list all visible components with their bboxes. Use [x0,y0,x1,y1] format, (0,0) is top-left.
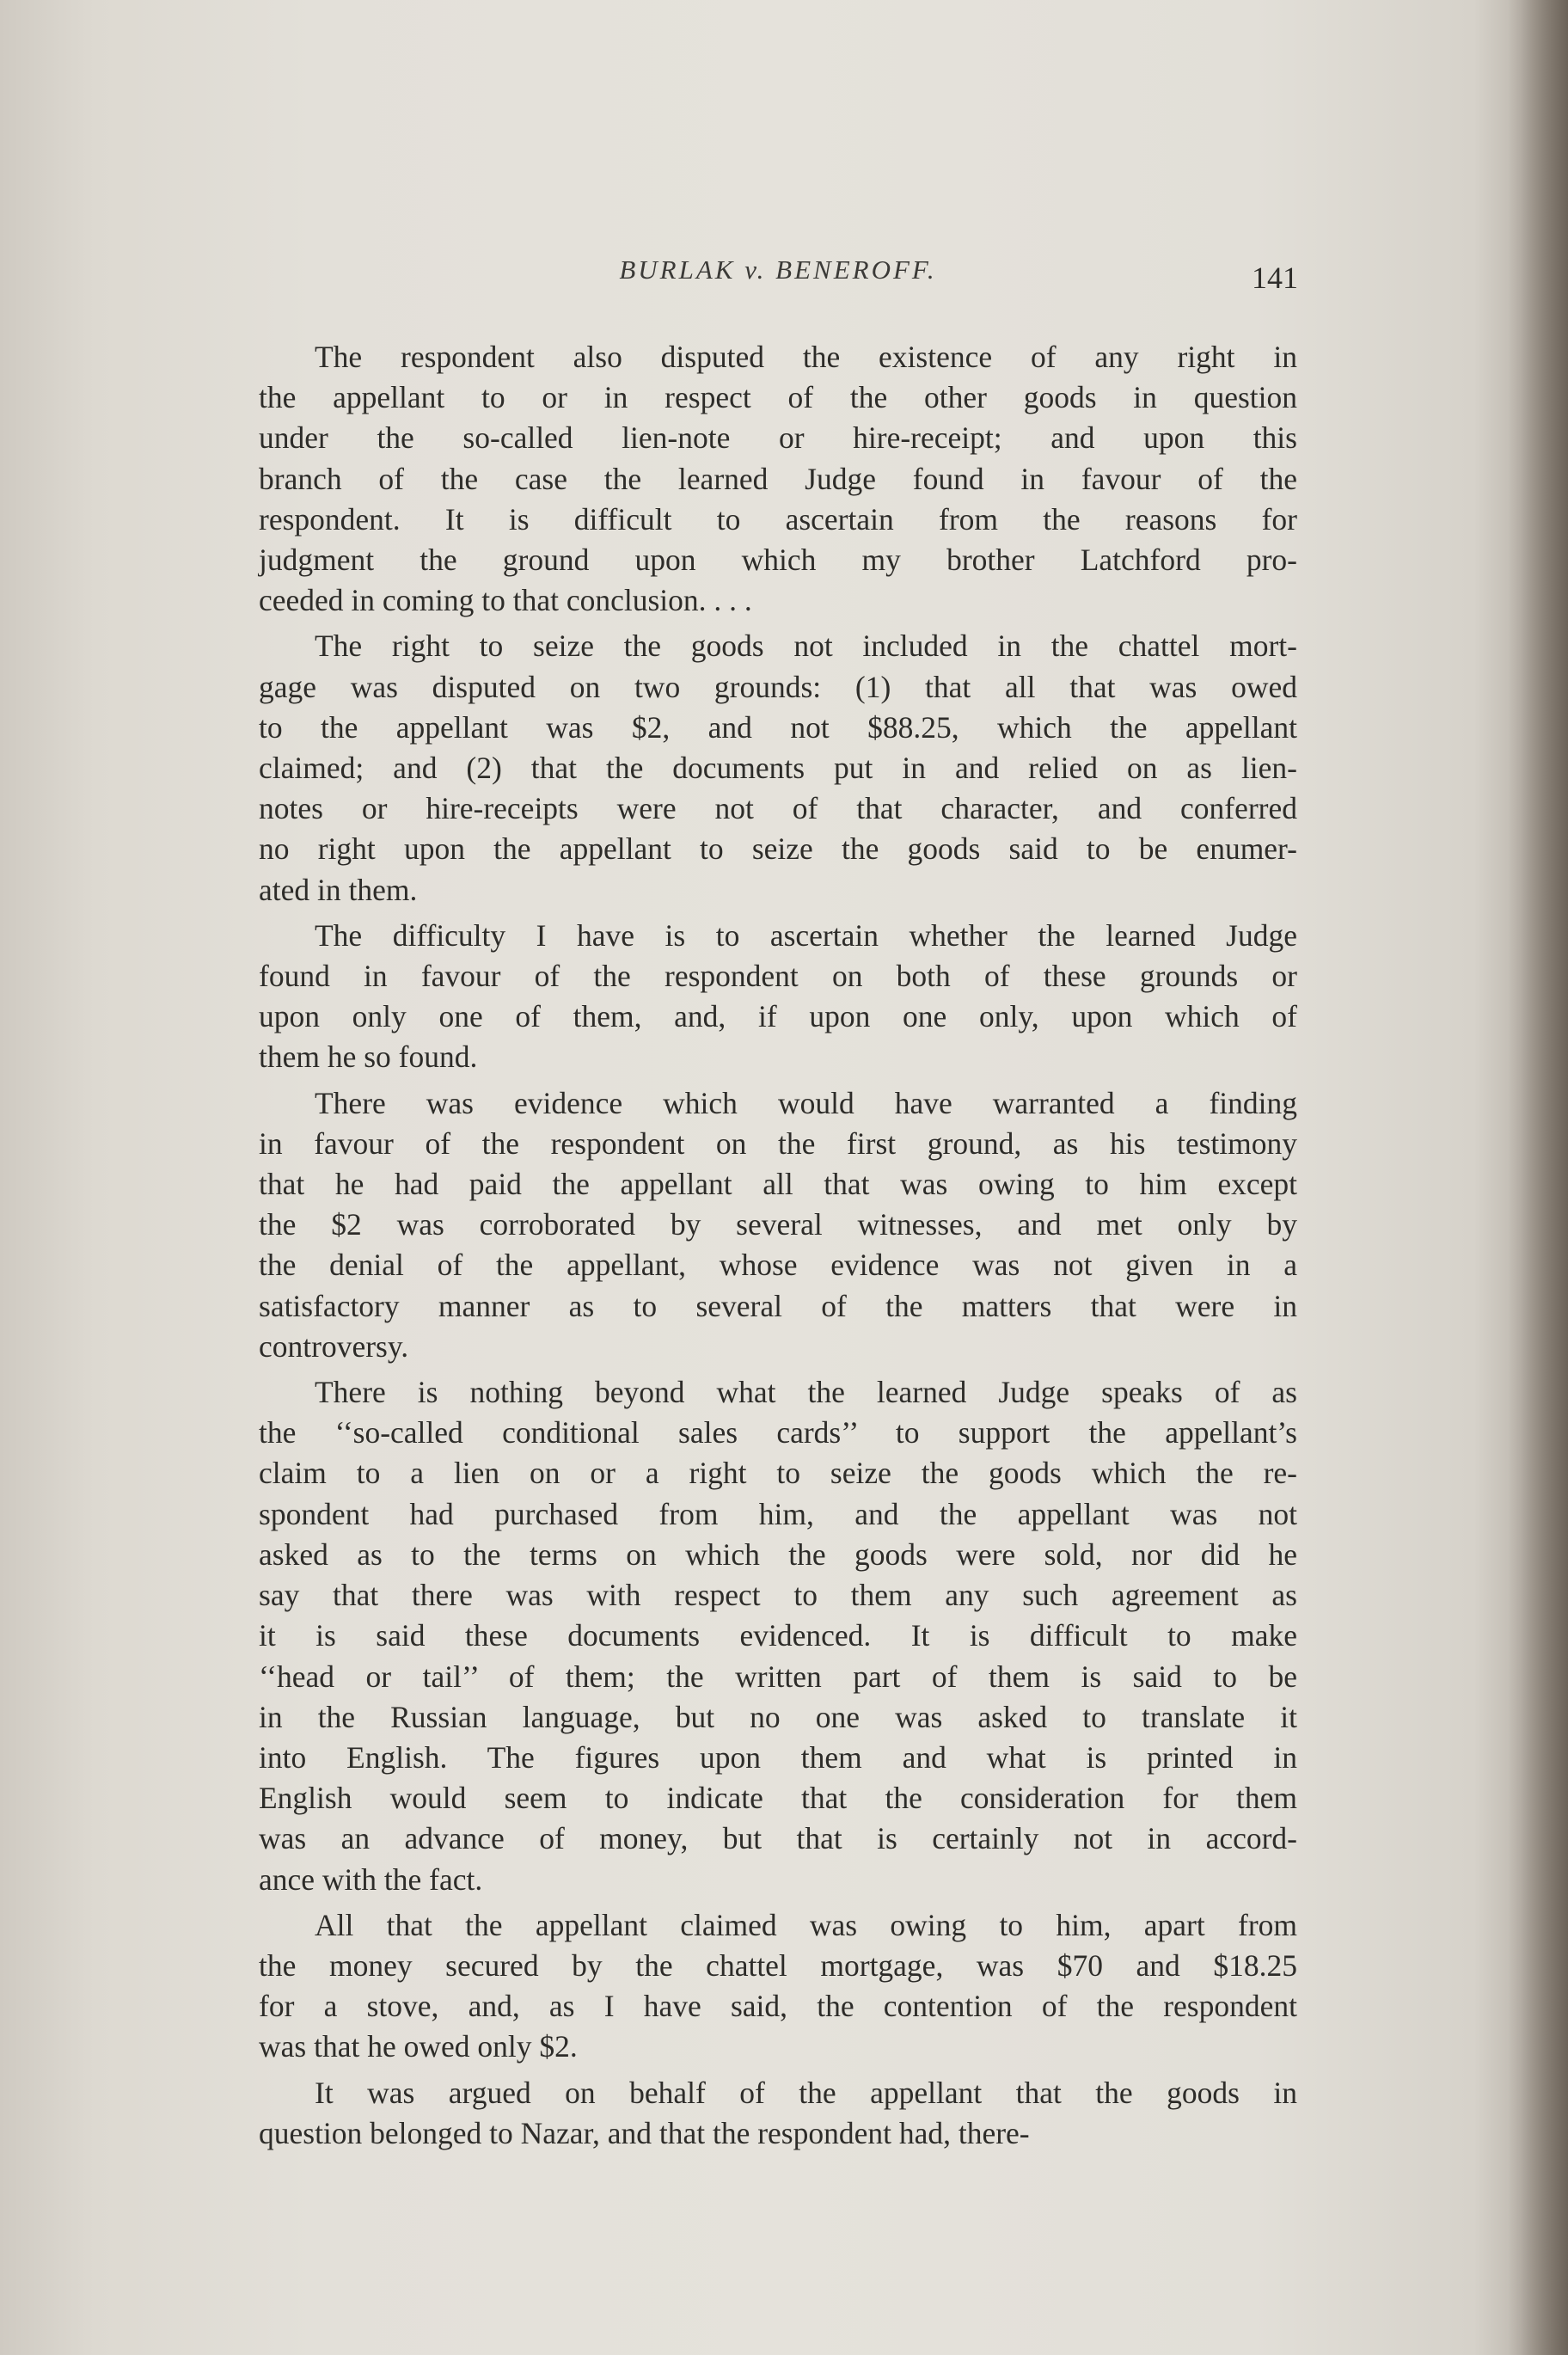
text-line: was an advance of money, but that is certainly not in accord- [259,1821,1297,1856]
text-line: into English. The figures upon them and what is printed in [259,1739,1297,1775]
text-line: question belonged to Nazar, and that the respondent had, there- [259,2115,1030,2150]
page-number: 141 [1252,261,1298,295]
text-line: The respondent also disputed the existence of any right in [315,340,1297,374]
paragraph [259,1905,1297,2068]
text-line: ated in them. [259,872,418,907]
text-line: the $2 was corroborated by several witnesses, and met only by [259,1207,1297,1242]
page-header [258,248,1298,299]
text-line: controversy. [259,1328,409,1364]
text-line: no right upon the appellant to seize the goods said to be enumer- [259,831,1297,867]
text-line: judgment the ground upon which my brother Latchford pro- [259,543,1297,578]
text-line: There was evidence which would have warranted a finding [315,1085,1297,1120]
paragraph [259,2073,1297,2154]
text-line: ance with the fact. [259,1861,483,1897]
text-line: ‘‘head or tail’’ of them; the written part of them is said to be [259,1659,1297,1694]
text-line: to the appellant was $2, and not $88.25, which the appellant [259,709,1297,745]
text-line: gage was disputed on two grounds: (1) that all that was owed [259,669,1297,704]
text-line: them he so found. [259,1040,478,1075]
text-line: The right to seize the goods not included in the chattel mort- [315,629,1297,664]
text-line: English would seem to indicate that the consideration for them [259,1781,1297,1816]
text-line: in the Russian language, but no one was asked to translate it [259,1699,1297,1734]
text-line: upon only one of them, and, if upon one only, upon which of [259,999,1297,1034]
body-text [259,337,1297,2154]
text-line: the appellant to or in respect of the other goods in question [259,380,1297,415]
text-line: say that there was with respect to them any such agreement as [259,1578,1297,1613]
paragraph [259,337,1297,621]
text-line: that he had paid the appellant all that was owing to him except [259,1167,1297,1202]
text-line: was that he owed only $2. [259,2029,578,2064]
text-line: the ‘‘so-called conditional sales cards’’ to support the appellant’s [259,1415,1297,1450]
paragraph [259,916,1297,1078]
paragraph [259,1083,1297,1367]
text-line: The difficulty I have is to ascertain whether the learned Judge [315,917,1297,953]
text-line: ceeded in coming to that conclusion. . . . [259,583,752,618]
text-line: the denial of the appellant, whose evidence was not given in a [259,1248,1297,1283]
text-line: claimed; and (2) that the documents put in and relied on as lien- [259,751,1297,786]
text-line: spondent had purchased from him, and the appellant was not [259,1496,1297,1531]
text-line: All that the appellant claimed was owing to him, apart from [315,1907,1297,1942]
text-line: claim to a lien on or a right to seize the goods which the re- [259,1456,1297,1491]
text-line: It was argued on behalf of the appellant that the goods in [315,2075,1297,2110]
page-gutter-shadow [1508,0,1568,2355]
text-line: notes or hire-receipts were not of that character, and conferred [259,791,1297,826]
text-line: under the so-called lien-note or hire-receipt; and upon this [259,420,1297,456]
running-head: BURLAK v. BENEROFF. [619,255,937,285]
text-line: There is nothing beyond what the learned Judge speaks of as [315,1375,1297,1410]
text-line: asked as to the terms on which the goods were sold, nor did he [259,1536,1297,1572]
text-line: in favour of the respondent on the first ground, as his testimony [259,1125,1297,1161]
paragraph [259,626,1297,910]
text-line: respondent. It is difficult to ascertain from the reasons for [259,501,1297,537]
text-line: it is said these documents evidenced. It is difficult to make [259,1618,1297,1653]
text-line: satisfactory manner as to several of the matters that were in [259,1288,1297,1323]
text-line: the money secured by the chattel mortgage, was $70 and $18.25 [259,1947,1297,1983]
paragraph [259,1372,1297,1900]
text-line: found in favour of the respondent on both of these grounds or [259,959,1297,994]
text-line: branch of the case the learned Judge found in favour of the [259,461,1297,496]
text-line: for a stove, and, as I have said, the contention of the respondent [259,1989,1297,2024]
